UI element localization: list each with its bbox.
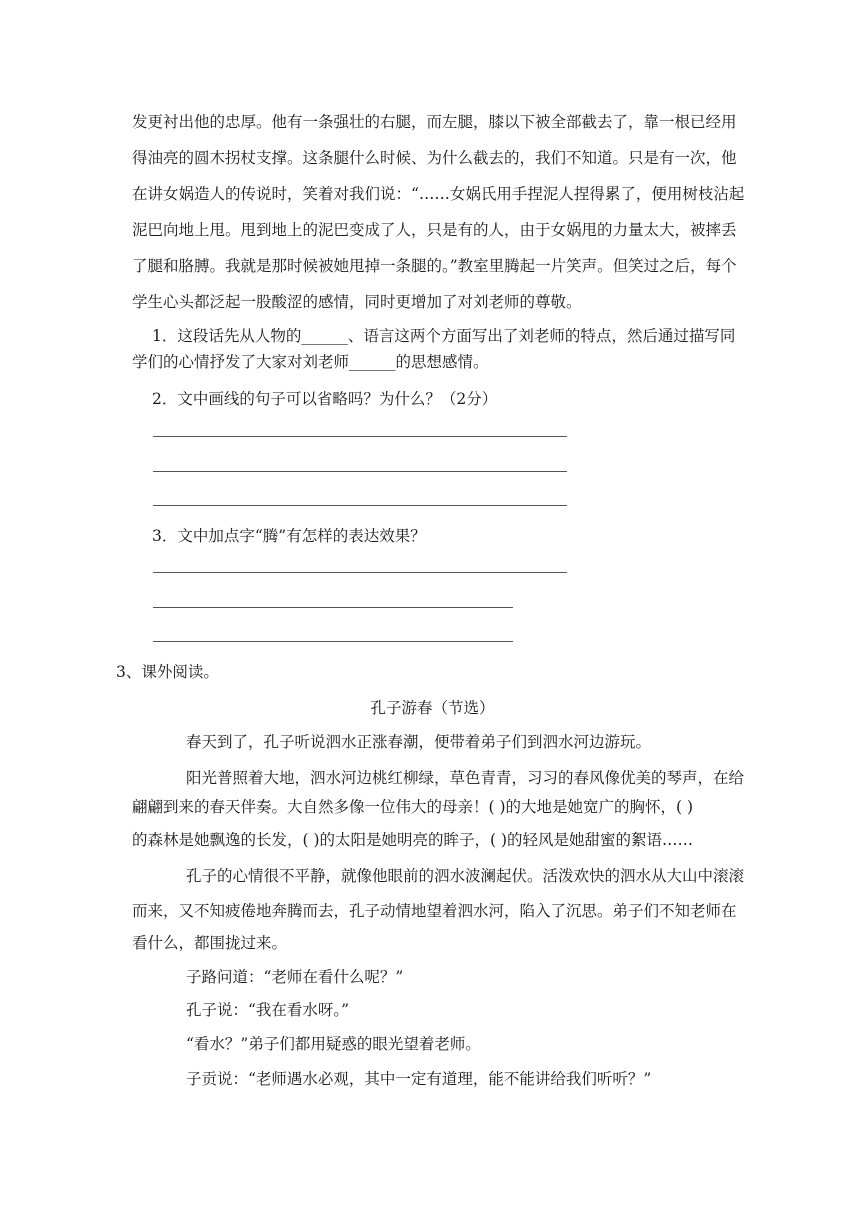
reading-line: 子路问道：“老师在看什么呢？”: [186, 968, 404, 986]
reading-line: 子贡说：“老师遇水必观，其中一定有道理，能不能讲给我们听听？”: [186, 1070, 652, 1088]
reading-line: 而来，又不知疲倦地奔腾而去，孔子动情地望着泗水河，陷入了沉思。弟子们不知老师在: [132, 902, 737, 920]
reading-line: “看水？”弟子们都用疑惑的眼光望着老师。: [186, 1035, 481, 1053]
reading-line: 春天到了，孔子听说泗水正涨春潮，便带着弟子们到泗水河边游玩。: [186, 733, 652, 751]
passage-line: 学生心头都泛起一股酸涩的感情，同时更增加了对刘老师的尊敬。: [132, 293, 582, 311]
question-3-text: 3．文中加点字“腾”有怎样的表达效果？: [152, 527, 426, 545]
reading-line: 的森林是她飘逸的长发，( )的太阳是她明亮的眸子，( )的轻风是她甜蜜的絮语……: [132, 831, 694, 849]
answer-line[interactable]: [153, 607, 513, 608]
answer-line[interactable]: [153, 572, 567, 573]
reading-line: 翩翩到来的春天伴奏。大自然多像一位伟大的母亲！( )的大地是她宽广的胸怀，( ): [132, 798, 694, 816]
answer-line[interactable]: [153, 641, 513, 642]
passage-line: 在讲女娲造人的传说时，笑着对我们说：“……女娲氏用手捏泥人捏得累了，便用树枝沾起: [132, 185, 745, 203]
answer-line[interactable]: [153, 471, 567, 472]
answer-line[interactable]: [153, 436, 567, 437]
reading-line: 阳光普照着大地，泗水河边桃红柳绿，草色青青，习习的春风像优美的琴声，在给: [186, 769, 745, 787]
section-heading: 3、课外阅读。: [116, 663, 219, 681]
answer-line[interactable]: [153, 505, 567, 506]
question-2-text: 2．文中画线的句子可以省略吗？为什么？（2分）: [152, 390, 498, 408]
question-1-text: 1．这段话先从人物的______、语言这两个方面写出了刘老师的特点，然后通过描写同: [152, 327, 736, 345]
reading-line: 孔子说：“我在看水呀。”: [186, 1001, 350, 1019]
passage-line: 了腿和胳膊。我就是那时候被她甩掉一条腿的。”教室里腾起一片笑声。但笑过之后，每个: [132, 257, 737, 275]
reading-line: 孔子的心情很不平静，就像他眼前的泗水波澜起伏。活泼欢快的泗水从大山中滚滚: [186, 867, 745, 885]
passage-line: 发更衬出他的忠厚。他有一条强壮的右腿，而左腿，膝以下被全部截去了，靠一根已经用: [132, 113, 737, 131]
passage-line: 得油亮的圆木拐杖支撑。这条腿什么时候、为什么截去的，我们不知道。只是有一次，他: [132, 149, 737, 167]
passage-line: 泥巴向地上甩。甩到地上的泥巴变成了人，只是有的人，由于女娲甩的力量太大，被摔丢: [132, 221, 737, 239]
question-1-text-cont: 学们的心情抒发了大家对刘老师______的思想感情。: [132, 353, 489, 371]
reading-title: 孔子游春（节选）: [370, 699, 495, 717]
reading-line: 看什么，都围拢过来。: [132, 934, 288, 952]
